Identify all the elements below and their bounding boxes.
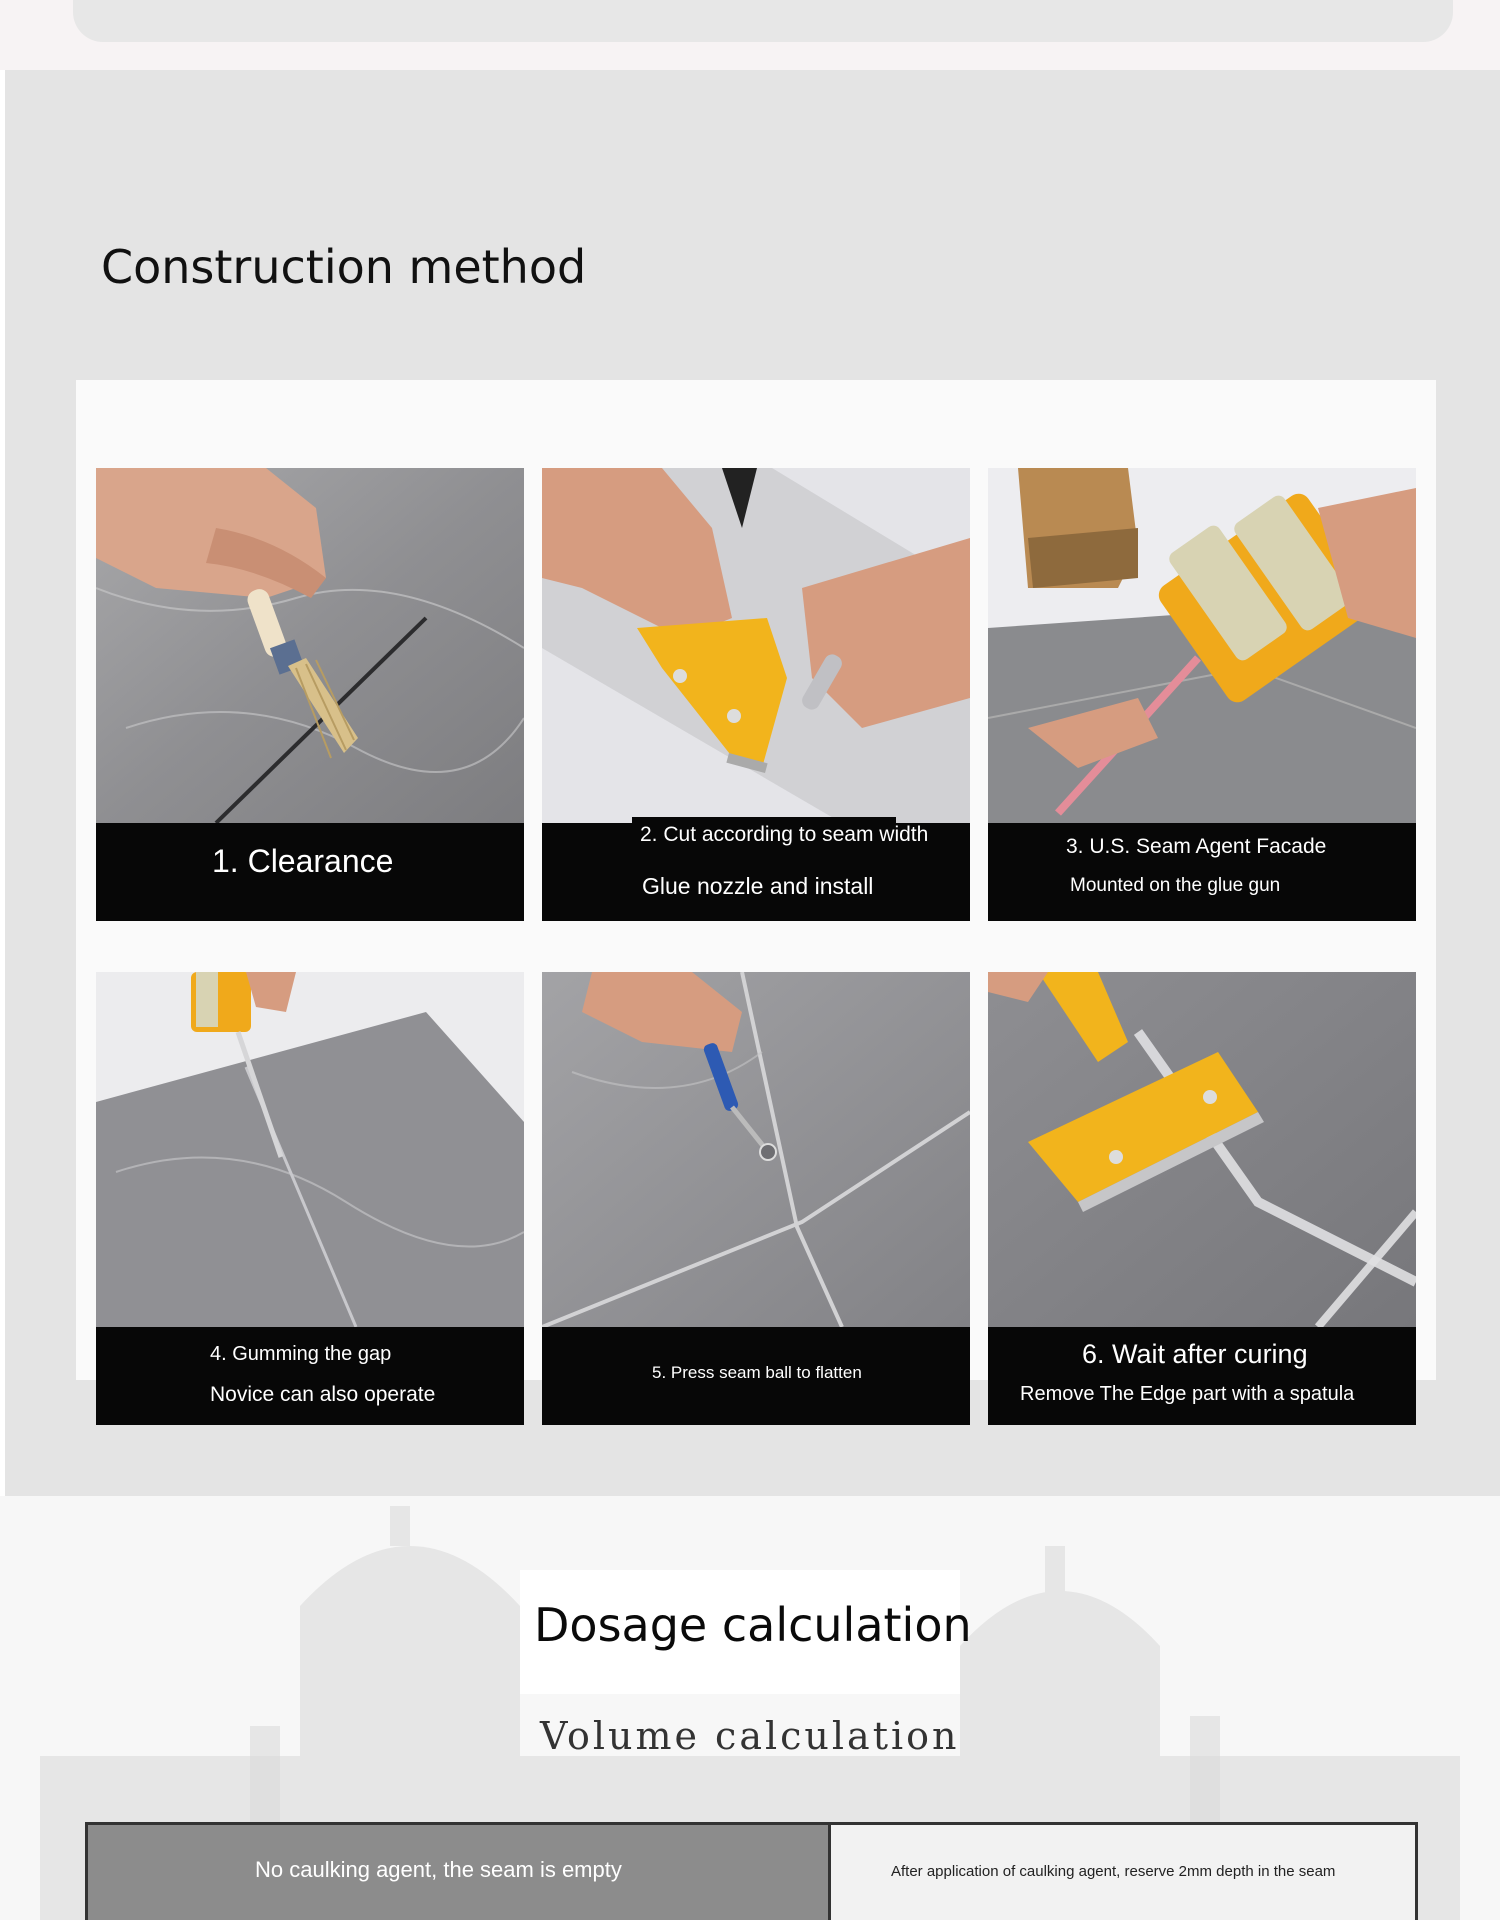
dosage-title-box (520, 1570, 972, 1694)
step-panel-6 (988, 972, 1416, 1425)
table-header-left (88, 1825, 831, 1920)
step-caption-2 (542, 823, 970, 921)
step-3-title: 3. U.S. Seam Agent Facade (1066, 835, 1327, 858)
spatula-photo (988, 972, 1416, 1327)
glue-gun-photo (988, 468, 1416, 823)
dosage-calculation-section (0, 1496, 1500, 1920)
step-6-title: 6. Wait after curing (1082, 1339, 1308, 1369)
step-caption-1 (96, 823, 524, 921)
construction-steps-grid (76, 380, 1436, 1406)
step-caption-4 (96, 1327, 524, 1425)
step-panel-2 (542, 468, 970, 921)
step-4-subtitle: Novice can also operate (210, 1383, 436, 1406)
step-2-title: 2. Cut according to seam width (640, 823, 929, 846)
step-6-subtitle: Remove The Edge part with a spatula (1020, 1383, 1355, 1405)
header-right-label: After application of caulking agent, reserve 2mm depth in the seam (891, 1863, 1336, 1880)
press-seam-photo (542, 972, 970, 1327)
step-2-subtitle: Glue nozzle and install (642, 873, 874, 899)
section-title: Construction method (101, 240, 587, 294)
step-4-title: 4. Gumming the gap (210, 1343, 392, 1365)
step-caption-5 (542, 1327, 970, 1425)
volume-calculation-subtitle: Volume calculation (540, 1714, 960, 1758)
clearance-photo (96, 468, 524, 823)
step-5-title: 5. Press seam ball to flatten (652, 1363, 862, 1382)
step-panel-5 (542, 972, 970, 1425)
step-panel-3 (988, 468, 1416, 921)
step-1-title: 1. Clearance (212, 843, 394, 879)
step-caption-3 (988, 823, 1416, 921)
previous-section-card (73, 0, 1453, 42)
table-header-right (831, 1825, 1415, 1920)
step-panel-4 (96, 972, 524, 1425)
step-panel-1 (96, 468, 524, 921)
cut-nozzle-photo (542, 468, 970, 823)
gumming-photo (96, 972, 524, 1327)
step-caption-6 (988, 1327, 1416, 1425)
step-3-subtitle: Mounted on the glue gun (1070, 875, 1281, 896)
dosage-table (85, 1822, 1418, 1920)
dosage-title: Dosage calculation (534, 1598, 972, 1652)
header-left-label: No caulking agent, the seam is empty (255, 1857, 622, 1882)
